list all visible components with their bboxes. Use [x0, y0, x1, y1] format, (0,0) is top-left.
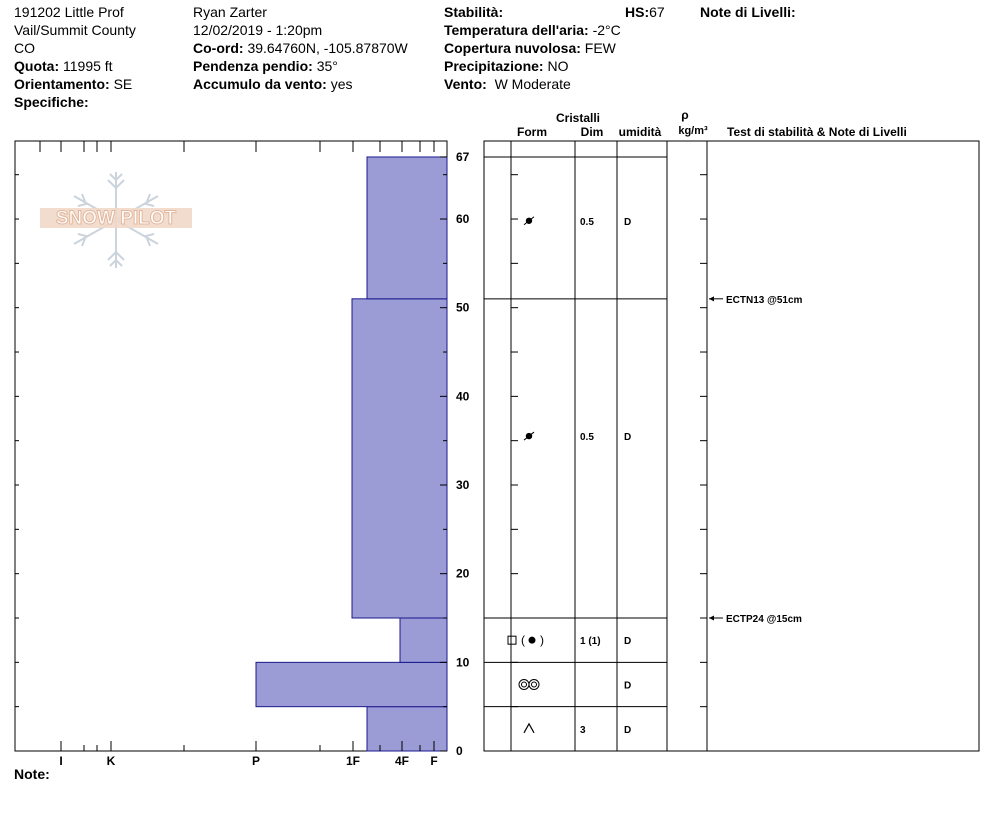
stability-test-label: ECTN13 @51cm	[726, 294, 803, 306]
site-name: 191202 Little Prof	[14, 4, 124, 20]
form-header: Form	[517, 125, 547, 139]
test-arrow-head	[709, 296, 714, 301]
precipitation-field: Precipitazione: NO	[444, 58, 569, 74]
hardness-bar	[367, 157, 447, 299]
grain-size: 3	[580, 724, 586, 736]
faceted-rounded-icon	[508, 633, 544, 647]
height-tick-label: 10	[456, 655, 470, 670]
site-location: Vail/Summit County	[14, 22, 136, 38]
note-label: Note:	[14, 766, 50, 782]
hardness-tick-label: 1F	[345, 754, 361, 768]
hardness-bar	[256, 662, 447, 706]
inner-ring	[522, 682, 527, 687]
height-tick-label: 0	[456, 744, 463, 758]
stability-field: Stabilità:	[444, 4, 504, 20]
layer-notes-header: Note di Livelli:	[700, 4, 796, 20]
density-header: kg/m³	[678, 125, 708, 137]
outer-ring	[529, 680, 539, 690]
height-tick-label: 67	[456, 149, 470, 164]
depth-hoar-icon	[524, 724, 534, 733]
wind-loading-field: Accumulo da vento: yes	[193, 76, 353, 92]
moisture-value: D	[624, 216, 632, 228]
rho-header: ρ	[681, 108, 689, 122]
snow-height-field: HS:67	[625, 4, 665, 20]
test-arrow-head	[709, 616, 714, 621]
moisture-value: D	[624, 432, 632, 444]
specifics-field: Specifiche:	[14, 94, 89, 110]
cloud-cover-field: Copertura nuvolosa: FEW	[444, 40, 616, 56]
inner-ring	[532, 682, 537, 687]
grain-size: 1 (1)	[580, 636, 601, 648]
tests-header: Test di stabilità & Note di Livelli	[727, 125, 907, 139]
crystals-header: Cristalli	[555, 111, 601, 125]
hardness-bar	[352, 299, 447, 618]
wind-field: Vento: W Moderate	[444, 76, 571, 92]
hardness-bar	[400, 618, 447, 662]
moisture-header: umidità	[618, 125, 662, 139]
square-mark	[508, 636, 516, 644]
layer-table-frame	[484, 141, 979, 751]
height-tick-label: 20	[456, 566, 470, 581]
hardness-bar	[367, 707, 447, 751]
height-tick-label: 40	[456, 389, 470, 404]
moisture-value: D	[624, 636, 632, 648]
grain-size: 0.5	[580, 216, 594, 228]
observer-name: Ryan Zarter	[193, 4, 267, 20]
slope-field: Pendenza pendio: 35°	[193, 58, 338, 74]
stability-tests	[709, 295, 803, 625]
height-tick-label: 50	[456, 300, 470, 315]
air-temp-field: Temperatura dell'aria: -2°C	[444, 22, 621, 38]
hardness-tick-label: K	[106, 754, 116, 768]
hardness-tick-label: P	[251, 754, 261, 768]
melt-forms-icon	[519, 680, 539, 690]
aspect-field: Orientamento: SE	[14, 76, 133, 92]
rounded-grains-icon	[524, 217, 534, 225]
height-tick-label: 30	[456, 478, 470, 493]
rounded-grains-icon	[524, 432, 534, 440]
caret-mark	[524, 724, 534, 733]
size-header: Dim	[580, 125, 604, 139]
moisture-value: D	[624, 724, 632, 736]
hardness-tick-label: F	[430, 754, 438, 768]
height-tick-label: 60	[456, 212, 470, 227]
stability-test-label: ECTP24 @15cm	[726, 614, 802, 626]
layer-table-ticks	[511, 175, 707, 707]
hardness-tick-label: 4F	[394, 754, 410, 768]
hardness-bars	[256, 157, 447, 751]
site-state: CO	[14, 40, 35, 56]
moisture-value: D	[624, 680, 632, 692]
hardness-tick-label: I	[59, 754, 63, 768]
coordinates-field: Co-ord: 39.64760N, -105.87870W	[193, 40, 408, 56]
watermark-text: SNOW PILOT	[55, 208, 177, 229]
observation-datetime: 12/02/2019 - 1:20pm	[193, 22, 323, 38]
paren-open: (	[521, 633, 525, 648]
elevation-field: Quota: 11995 ft	[14, 58, 113, 74]
grain-size: 0.5	[580, 432, 594, 444]
paren-close: )	[540, 633, 544, 648]
outer-ring	[519, 680, 529, 690]
dot-mark	[529, 637, 536, 644]
